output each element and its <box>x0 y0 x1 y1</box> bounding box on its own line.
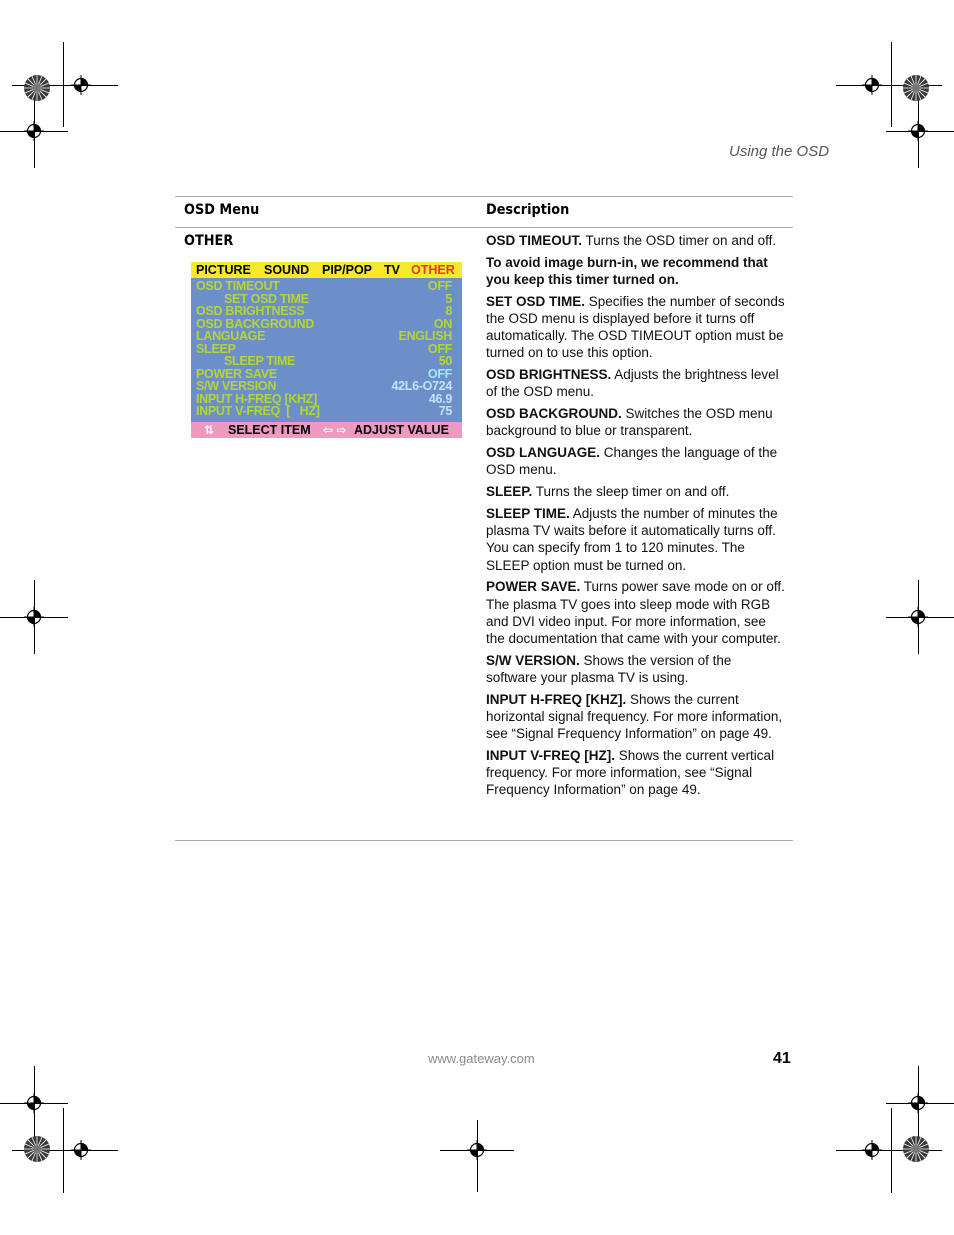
footer-url: www.gateway.com <box>428 1051 535 1066</box>
osd-select-item-label: SELECT ITEM <box>228 423 311 437</box>
up-down-arrows-icon: ⇅ <box>204 423 215 437</box>
desc-osd-language: OSD LANGUAGE. Changes the language of the OSD menu. <box>486 445 778 478</box>
osd-menu-screenshot <box>191 262 462 438</box>
osd-row-value: ON <box>433 316 452 331</box>
crosshair-registration-mark-icon <box>24 75 928 1160</box>
osd-row-value: 8 <box>445 304 452 318</box>
osd-footer-bar <box>191 422 462 438</box>
osd-row-value: 42L6-O724 <box>391 379 452 393</box>
osd-row-value: 5 <box>445 291 452 306</box>
desc-osd-background: OSD BACKGROUND. Switches the OSD menu background to blue or transparent. <box>486 406 773 439</box>
osd-row-label: OSD TIMEOUT <box>196 279 280 293</box>
osd-tab-pip-pop: PIP/POP <box>322 263 373 277</box>
osd-tab-sound: SOUND <box>264 263 310 277</box>
osd-row-value: OFF <box>427 366 452 381</box>
osd-row-label: SLEEP TIME <box>224 354 296 368</box>
desc-sleep: SLEEP. Turns the sleep timer on and off. <box>486 484 730 500</box>
menu-name: OTHER <box>184 233 234 249</box>
osd-row-value: OFF <box>427 279 452 293</box>
osd-row <box>191 405 462 418</box>
osd-row <box>191 355 462 368</box>
osd-tab-other: OTHER <box>411 263 455 277</box>
page-number: 41 <box>773 1050 791 1067</box>
osd-row-label: OSD BACKGROUND <box>196 316 315 331</box>
left-right-arrows-icon: ⇦ ⇨ <box>323 423 347 437</box>
osd-row-label: LANGUAGE <box>196 329 266 343</box>
desc-input-hfreq: INPUT H-FREQ [KHZ]. Shows the current horizontal signal frequency. For more information, see “Signal Frequency Information” on page 49. <box>486 691 783 742</box>
osd-tab-picture: PICTURE <box>196 263 251 277</box>
osd-row-label: S/W VERSION <box>196 379 277 393</box>
desc-sleep-time: SLEEP TIME. Adjusts the number of minutes the plasma TV waits before it automatically turns off. You can specify from 1 to 120 minutes. The SLEEP option must be turned on. <box>486 506 778 573</box>
desc-power-save: POWER SAVE. Turns power save mode on or off. The plasma TV goes into sleep mode with RGB and DVI video input. For more information, see the documentation that came with your computer. <box>486 579 785 647</box>
column-header-osd-menu: OSD Menu <box>184 202 260 218</box>
desc-set-osd-time: SET OSD TIME. Specifies the number of seconds the OSD menu is displayed before it turns off automatically. The OSD TIMEOUT option must be turned on to use this option. <box>486 293 785 361</box>
starburst-registration-mark-icon <box>24 75 929 1162</box>
table-bottom-rule <box>175 840 793 841</box>
osd-row-value: 75 <box>438 404 452 418</box>
osd-row-label: SLEEP <box>196 341 236 356</box>
osd-tab-bar <box>191 262 462 278</box>
osd-row-label: POWER SAVE <box>196 366 277 381</box>
table-header-rule <box>175 227 793 228</box>
osd-row <box>191 280 462 293</box>
osd-row-label: SET OSD TIME <box>224 291 309 306</box>
section-title: Using the OSD <box>729 143 830 160</box>
osd-row-value: 50 <box>438 354 452 368</box>
desc-sw-version: S/W VERSION. Shows the version of the software your plasma TV is using. <box>486 652 732 686</box>
osd-row <box>191 305 462 318</box>
description-column <box>486 232 786 803</box>
desc-osd-brightness: OSD BRIGHTNESS. Adjusts the brightness level of the OSD menu. <box>486 367 779 400</box>
osd-tab-tv: TV <box>384 263 400 277</box>
osd-row-value: 46.9 <box>428 391 452 406</box>
osd-row <box>191 330 462 343</box>
desc-input-vfreq: INPUT V-FREQ [HZ]. Shows the current vertical frequency. For more information, see “Signal Frequency Information” on page 49. <box>486 748 775 798</box>
osd-row-value: ENGLISH <box>398 329 452 343</box>
osd-adjust-value-label: ADJUST VALUE <box>354 423 449 437</box>
column-header-description: Description <box>486 202 570 218</box>
desc-warning: To avoid image burn-in, we recommend that you keep this timer turned on. <box>486 254 768 287</box>
osd-row-label: OSD BRIGHTNESS <box>196 304 305 318</box>
table-top-rule <box>175 196 793 197</box>
osd-row-value: OFF <box>427 341 452 356</box>
osd-row <box>191 380 462 393</box>
desc-osd-timeout: OSD TIMEOUT. Turns the OSD timer on and off. <box>486 233 777 248</box>
osd-row-label: INPUT V-FREQ [ HZ] <box>196 404 320 418</box>
osd-row-label: INPUT H-FREQ [KHZ] <box>196 391 317 406</box>
